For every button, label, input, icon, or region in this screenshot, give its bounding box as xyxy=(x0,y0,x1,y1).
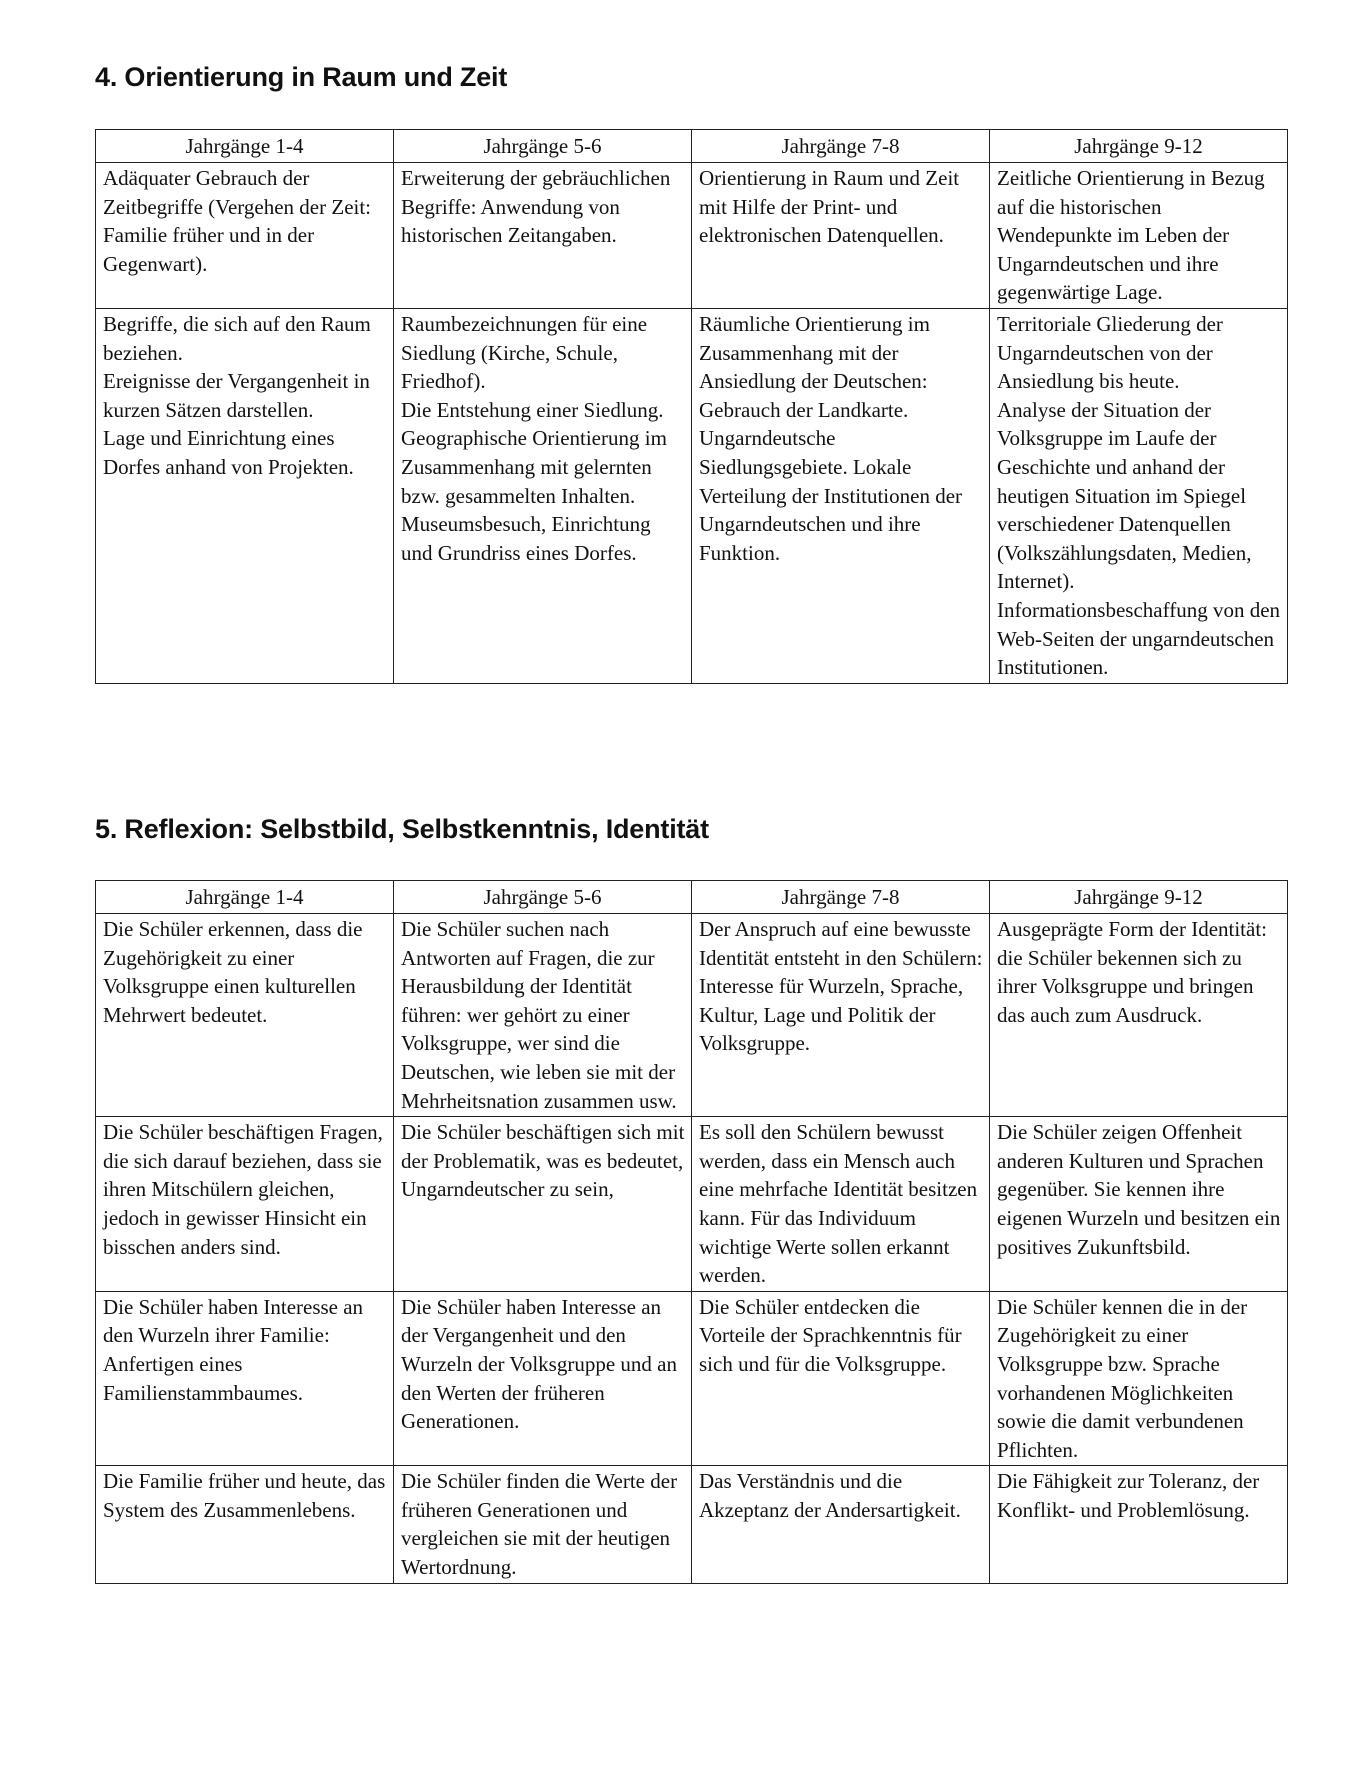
cell-text: Ausgeprägte Form der Identität: die Schüler bekennen sich zu ihrer Volksgruppe und bringen das auch zum Ausdruck. xyxy=(997,917,1268,1027)
table-cell xyxy=(990,1466,1288,1583)
table-cell xyxy=(692,1291,990,1466)
table-cell xyxy=(394,1291,692,1466)
table-cell xyxy=(990,1291,1288,1466)
table-cell xyxy=(394,1117,692,1292)
column-header-grades-5-6: Jahrgänge 5-6 xyxy=(394,881,692,914)
table-cell xyxy=(990,1117,1288,1292)
table-row xyxy=(96,1466,1288,1583)
table-cell xyxy=(692,1117,990,1292)
cell-text: Die Schüler entdecken die Vorteile der Sprachkenntnis für sich und für die Volksgruppe. xyxy=(699,1294,962,1376)
table-cell xyxy=(96,1466,394,1583)
table-cell xyxy=(96,163,394,309)
cell-text: Räumliche Orientierung im Zusammenhang mit der Ansiedlung der Deutschen: Gebrauch der Landkarte. Ungarndeutsche Siedlungsgebiete. Lokale Verteilung der Institutionen der Ungarndeutschen und ihre Funktion. xyxy=(699,311,963,565)
column-header-grades-1-4: Jahrgänge 1-4 xyxy=(96,130,394,163)
table-cell xyxy=(96,914,394,1117)
cell-text: Die Schüler beschäftigen Fragen, die sich darauf beziehen, dass sie ihren Mitschülern gleichen, jedoch in gewisser Hinsicht ein bisschen anders sind. xyxy=(103,1120,383,1259)
table-cell xyxy=(394,163,692,309)
column-header-grades-7-8: Jahrgänge 7-8 xyxy=(692,881,990,914)
column-header-grades-9-12: Jahrgänge 9-12 xyxy=(990,881,1288,914)
table-row xyxy=(96,1291,1288,1466)
cell-text: Raumbezeichnungen für eine Siedlung (Kirche, Schule, Friedhof). Die Entstehung einer Siedlung. Geographische Orientierung im Zusammenhang mit gelernten bzw. gesammelten Inhalten. Museumsbesuch, Einrichtung und Grundriss eines Dorfes. xyxy=(401,311,667,565)
cell-text: Es soll den Schülern bewusst werden, dass ein Mensch auch eine mehrfache Identität besitzen kann. Für das Individuum wichtige Werte sollen erkannt werden. xyxy=(699,1120,978,1288)
section-5-title: 5. Reflexion: Selbstbild, Selbstkenntnis, Identität xyxy=(95,814,709,844)
table-cell xyxy=(96,1117,394,1292)
column-header-grades-1-4: Jahrgänge 1-4 xyxy=(96,881,394,914)
table-cell xyxy=(692,914,990,1117)
cell-text: Das Verständnis und die Akzeptanz der Andersartigkeit. xyxy=(699,1469,961,1522)
table-cell xyxy=(692,308,990,683)
table-row xyxy=(96,163,1288,309)
table-header-row xyxy=(96,130,1288,163)
section-4-title: 4. Orientierung in Raum und Zeit xyxy=(95,62,508,92)
cell-text: Die Schüler kennen die in der Zugehörigkeit zu einer Volksgruppe bzw. Sprache vorhandenen Möglichkeiten sowie die damit verbundenen Pflichten. xyxy=(997,1294,1248,1462)
cell-text: Der Anspruch auf eine bewusste Identität entsteht in den Schülern: Interesse für Wurzeln, Sprache, Kultur, Lage und Politik der Volksgruppe. xyxy=(699,917,983,1056)
table-cell xyxy=(990,308,1288,683)
cell-text: Orientierung in Raum und Zeit mit Hilfe der Print- und elektronischen Datenquellen. xyxy=(699,166,960,248)
column-header-grades-5-6: Jahrgänge 5-6 xyxy=(394,130,692,163)
table-cell xyxy=(990,163,1288,309)
table-cell xyxy=(692,163,990,309)
table-row xyxy=(96,914,1288,1117)
table-cell xyxy=(692,1466,990,1583)
cell-text: Die Fähigkeit zur Toleranz, der Konflikt- und Problemlösung. xyxy=(997,1469,1260,1522)
table-cell xyxy=(96,308,394,683)
cell-text: Die Schüler haben Interesse an der Vergangenheit und den Wurzeln der Volksgruppe und an den Werten der früheren Generationen. xyxy=(401,1294,677,1434)
reflection-table xyxy=(95,880,1288,1584)
table-cell xyxy=(990,914,1288,1117)
table-cell xyxy=(394,914,692,1117)
orientation-table xyxy=(95,129,1288,684)
cell-text: Die Schüler suchen nach Antworten auf Fragen, die zur Herausbildung der Identität führen: wer gehört zu einer Volksgruppe, wer sind die Deutschen, wie leben sie mit der Mehrheitsnation zusammen usw. xyxy=(401,917,677,1113)
table-cell xyxy=(394,308,692,683)
cell-text: Die Schüler beschäftigen sich mit der Problematik, was es bedeutet, Ungarndeutscher zu sein, xyxy=(401,1120,685,1202)
cell-text: Adäquater Gebrauch der Zeitbegriffe (Vergehen der Zeit: Familie früher und in der Gegenwart). xyxy=(103,166,372,276)
cell-text: Territoriale Gliederung der Ungarndeutschen von der Ansiedlung bis heute. Analyse der Situation der Volksgruppe im Laufe der Geschichte und anhand der heutigen Situation im Spiegel verschiedener Datenquellen (Volkszählungsdaten, Medien, Internet). Informationsbeschaffung von den Web-Seiten der ungarndeutschen Institutionen. xyxy=(997,311,1281,680)
cell-text: Zeitliche Orientierung in Bezug auf die historischen Wendepunkte im Leben der Ungarndeutschen und ihre gegenwärtige Lage. xyxy=(997,166,1265,305)
cell-text: Die Familie früher und heute, das System des Zusammenlebens. xyxy=(103,1469,386,1522)
cell-text: Erweiterung der gebräuchlichen Begriffe: Anwendung von historischen Zeitangaben. xyxy=(401,166,671,248)
cell-text: Die Schüler zeigen Offenheit anderen Kulturen und Sprachen gegenüber. Sie kennen ihre eigenen Wurzeln und besitzen ein positives Zukunftsbild. xyxy=(997,1120,1281,1259)
table-cell xyxy=(96,1291,394,1466)
cell-text: Die Schüler haben Interesse an den Wurzeln ihrer Familie: Anfertigen eines Familienstammbaumes. xyxy=(103,1294,364,1405)
column-header-grades-9-12: Jahrgänge 9-12 xyxy=(990,130,1288,163)
table-cell xyxy=(394,1466,692,1583)
table-header-row xyxy=(96,881,1288,914)
table-row xyxy=(96,1117,1288,1292)
table-row xyxy=(96,308,1288,683)
cell-text: Die Schüler erkennen, dass die Zugehörigkeit zu einer Volksgruppe einen kulturellen Mehrwert bedeutet. xyxy=(103,917,363,1027)
cell-text: Begriffe, die sich auf den Raum beziehen. Ereignisse der Vergangenheit in kurzen Sätzen darstellen. Lage und Einrichtung eines Dorfes anhand von Projekten. xyxy=(103,311,371,479)
column-header-grades-7-8: Jahrgänge 7-8 xyxy=(692,130,990,163)
cell-text: Die Schüler finden die Werte der früheren Generationen und vergleichen sie mit der heutigen Wertordnung. xyxy=(401,1469,678,1580)
